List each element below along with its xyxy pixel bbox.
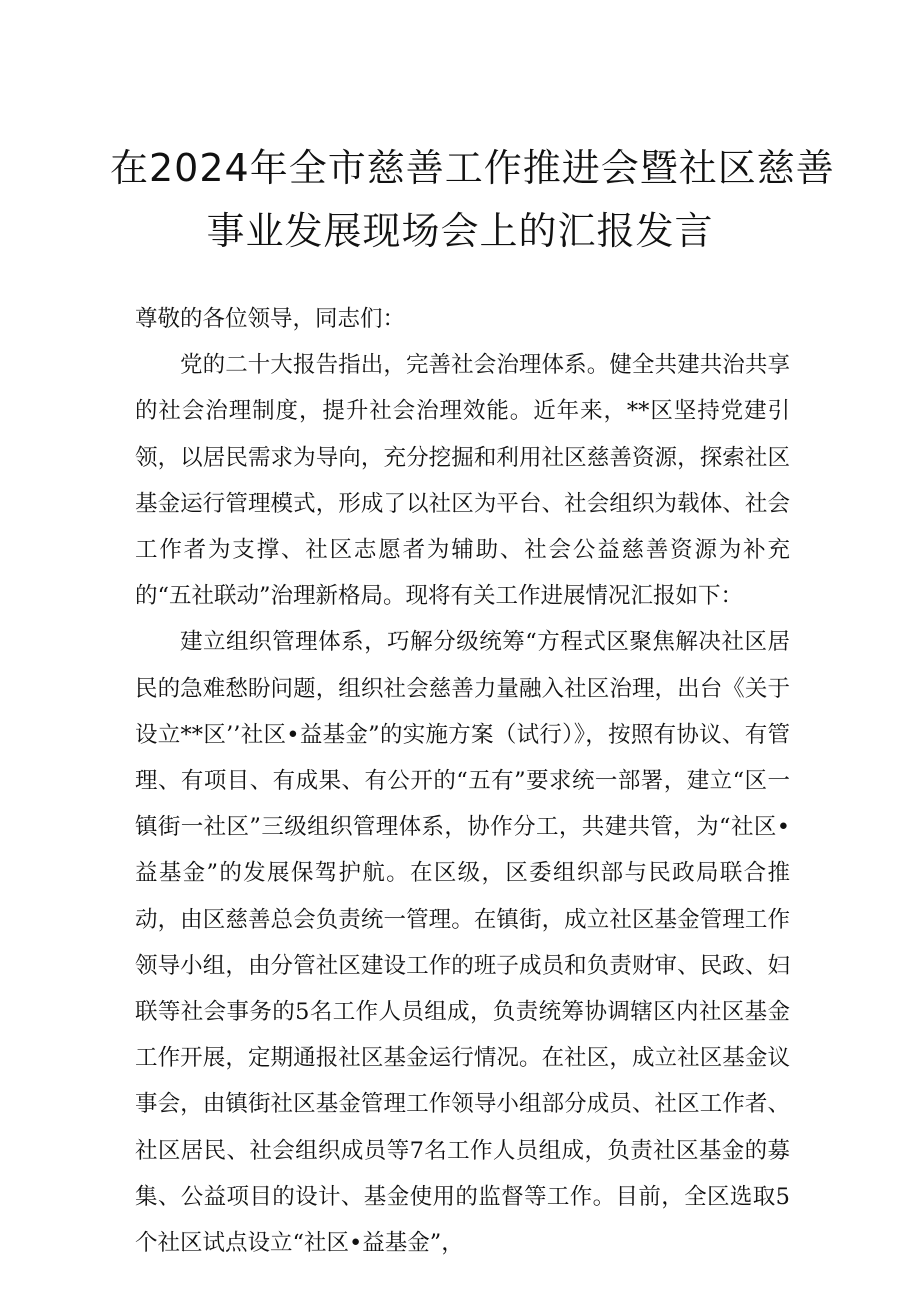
paragraph-intro: 党的二十大报告指出，完善社会治理体系。健全共建共治共享的社会治理制度，提升社会治理效能。近年来，**区坚持党建引领，以居民需求为导向，充分挖掘和利用社区慈善资源，探索社区基金运行管理模式，形成了以社区为平台、社会组织为载体、社会工作者为支撑、社区志愿者为辅助、社会公益慈善资源为补充的“五社联动”治理新格局。现将有关工作进展情况汇报如下： — [135, 352, 790, 610]
document-title-line-1: 在2024年全市慈善工作推进会暨社区慈善 — [110, 146, 835, 190]
paragraph-organization: 建立组织管理体系，巧解分级统筹“方程式区聚焦解决社区居民的急难愁盼问题，组织社会慈善力量融入社区治理，出台《关于设立**区’’社区•益基金”的实施方案（试行）》，按照有协议、有管理、有项目、有成果、有公开的“五有”要求统一部署，建立“区一镇街一社区”三级组织管理体系，协作分工，共建共管，为“社区•益基金”的发展保驾护航。在区级，区委组织部与民政局联合推动，由区慈善总会负责统一管理。在镇街，成立社区基金管理工作领导小组，由分管社区建设工作的班子成员和负责财审、民政、妇联等社会事务的5名工作人员组成，负责统筹协调辖区内社区基金工作开展，定期通报社区基金运行情况。在社区，成立社区基金议事会，由镇街社区基金管理工作领导小组部分成员、社区工作者、社区居民、社会组织成员等7名工作人员组成，负责社区基金的募集、公益项目的设计、基金使用的监督等工作。目前，全区选取5个社区试点设立“社区•益基金”， — [135, 629, 790, 1257]
salutation: 尊敬的各位领导，同志们： — [135, 306, 406, 332]
document-body — [135, 296, 790, 1266]
document-title-line-2: 事业发展现场会上的汇报发言 — [206, 209, 714, 253]
